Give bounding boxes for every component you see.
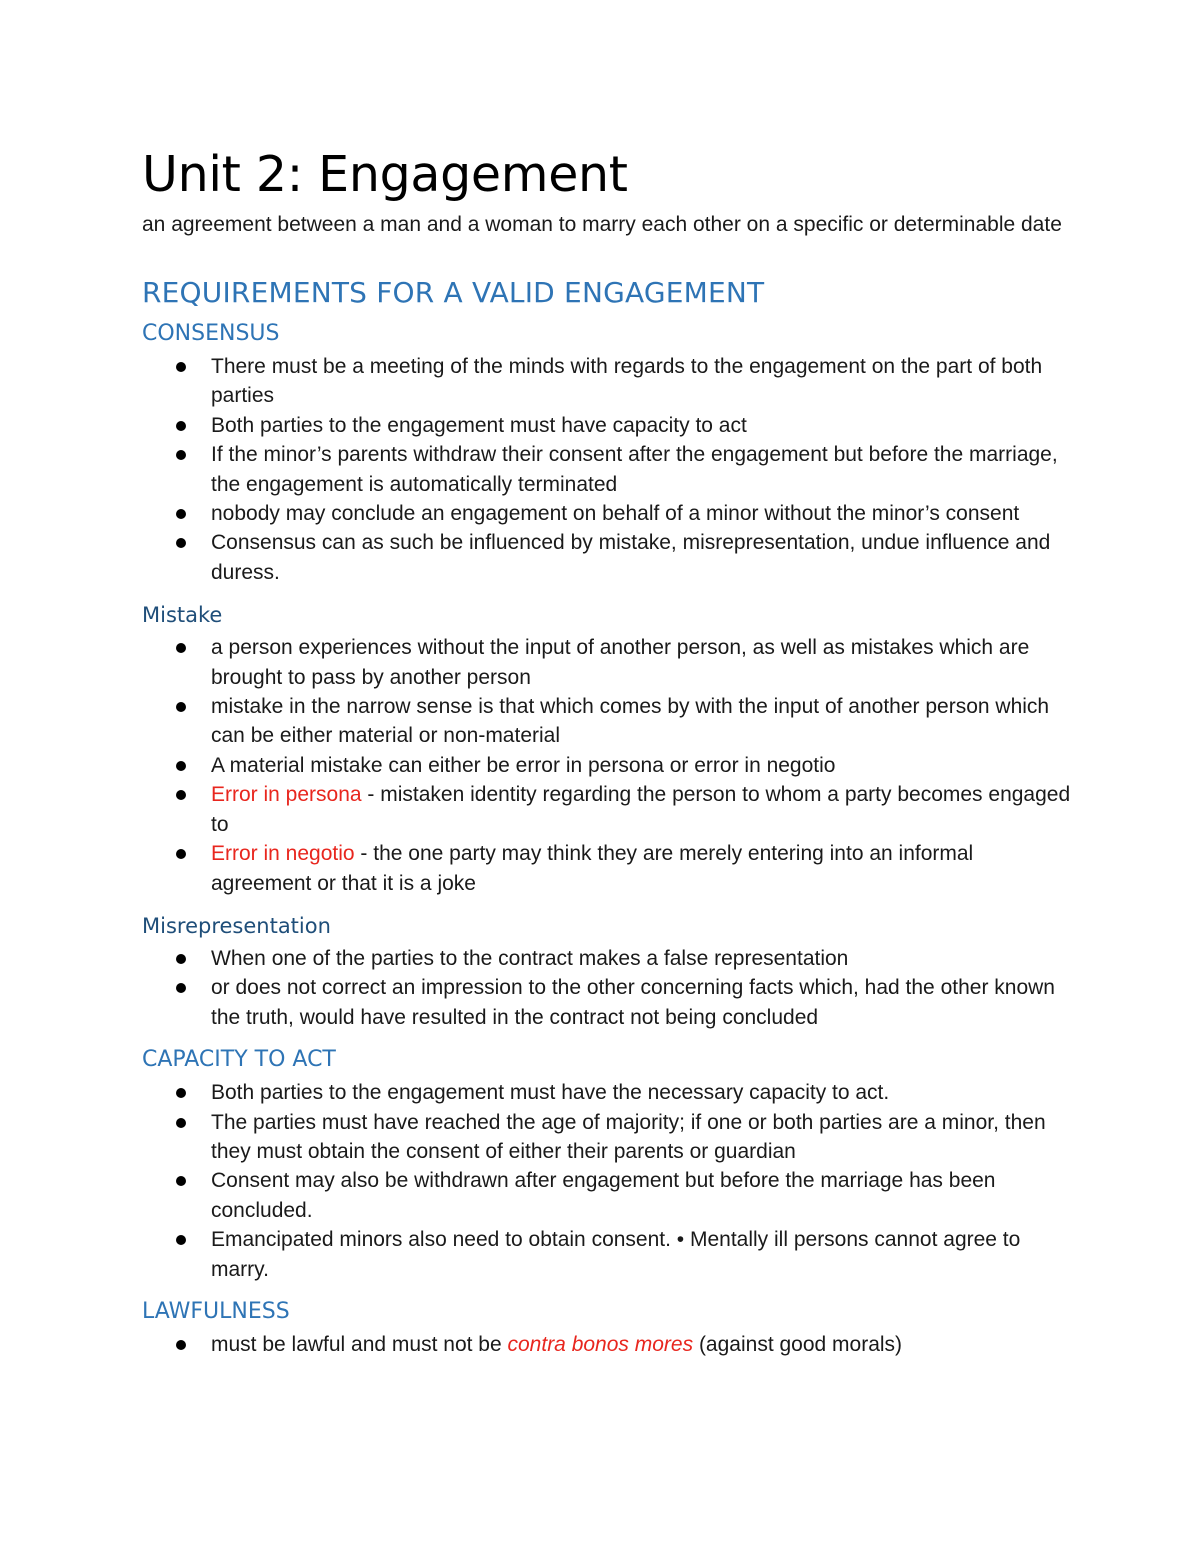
bullet-dot-icon bbox=[176, 790, 186, 800]
list-item bbox=[142, 1330, 1072, 1359]
bullet-dot-icon bbox=[176, 362, 186, 372]
list-item bbox=[142, 499, 1072, 528]
list-item-text: If the minor’s parents withdraw their consent after the engagement but before the marriage, the engagement is automatically terminated bbox=[211, 443, 1058, 496]
list-item-text: a person experiences without the input of another person, as well as mistakes which are brought to pass by another person bbox=[211, 636, 1030, 689]
bullet-dot-icon bbox=[176, 702, 186, 712]
list-item-text: When one of the parties to the contract makes a false representation bbox=[211, 946, 849, 970]
misrepresentation-heading: Misrepresentation bbox=[142, 913, 331, 938]
list-item bbox=[142, 692, 1072, 751]
list-item-text: Consensus can as such be influenced by mistake, misrepresentation, undue influence and duress. bbox=[211, 531, 1051, 584]
error-in-persona-term: Error in persona bbox=[211, 783, 362, 807]
list-item-text: The parties must have reached the age of majority; if one or both parties are a minor, then they must obtain the consent of either their parents or guardian bbox=[211, 1110, 1046, 1163]
requirements-heading: REQUIREMENTS FOR A VALID ENGAGEMENT bbox=[142, 276, 765, 309]
list-item bbox=[142, 839, 1072, 898]
document-page bbox=[142, 140, 1072, 1369]
list-item bbox=[142, 1166, 1072, 1225]
list-item-text: Emancipated minors also need to obtain consent. • Mentally ill persons cannot agree to marry. bbox=[211, 1228, 1021, 1281]
mistake-heading: Mistake bbox=[142, 603, 223, 628]
bullet-dot-icon bbox=[176, 1340, 186, 1350]
contra-bonos-mores-term: contra bonos mores bbox=[507, 1332, 694, 1356]
list-item bbox=[142, 411, 1072, 440]
list-item bbox=[142, 780, 1072, 839]
list-item bbox=[142, 633, 1072, 692]
bullet-dot-icon bbox=[176, 954, 186, 964]
bullet-dot-icon bbox=[176, 1118, 186, 1128]
list-item-text: Consent may also be withdrawn after engagement but before the marriage has been concluded. bbox=[211, 1169, 996, 1222]
list-item-text: or does not correct an impression to the other concerning facts which, had the other known the truth, would have resulted in the contract not being concluded bbox=[211, 976, 1055, 1029]
list-item bbox=[142, 352, 1072, 411]
lawfulness-heading: LAWFULNESS bbox=[142, 1298, 290, 1324]
bullet-dot-icon bbox=[176, 983, 186, 993]
list-item-text: Both parties to the engagement must have capacity to act bbox=[211, 413, 747, 437]
list-item-text: A material mistake can either be error in persona or error in negotio bbox=[211, 753, 836, 777]
bullet-dot-icon bbox=[176, 1176, 186, 1186]
mistake-list bbox=[142, 633, 1072, 898]
bullet-dot-icon bbox=[176, 509, 186, 519]
list-item bbox=[142, 440, 1072, 499]
lawfulness-prefix: must be lawful and must not be bbox=[211, 1332, 508, 1356]
bullet-dot-icon bbox=[176, 1235, 186, 1245]
document-title: Unit 2: Engagement bbox=[142, 146, 628, 203]
list-item-text: mistake in the narrow sense is that which comes by with the input of another person which can be either material or non-material bbox=[211, 695, 1050, 748]
list-item bbox=[142, 973, 1072, 1032]
bullet-dot-icon bbox=[176, 643, 186, 653]
error-in-negotio-term: Error in negotio bbox=[211, 842, 355, 866]
bullet-dot-icon bbox=[176, 761, 186, 771]
list-item bbox=[142, 751, 1072, 780]
list-item bbox=[142, 1225, 1072, 1284]
document-subtitle: an agreement between a man and a woman to marry each other on a specific or determinable date bbox=[142, 213, 1062, 236]
error-in-persona-text: - mistaken identity regarding the person to whom a party becomes engaged to bbox=[211, 783, 1071, 836]
lawfulness-suffix: (against good morals) bbox=[693, 1332, 903, 1356]
list-item bbox=[142, 944, 1072, 973]
error-in-negotio-text: - the one party may think they are merely entering into an informal agreement or that it is a joke bbox=[211, 842, 974, 895]
capacity-heading: CAPACITY TO ACT bbox=[142, 1047, 336, 1073]
bullet-dot-icon bbox=[176, 538, 186, 548]
lawfulness-list bbox=[142, 1330, 1072, 1359]
list-item-text: There must be a meeting of the minds with regards to the engagement on the part of both parties bbox=[211, 355, 1043, 408]
list-item bbox=[142, 1108, 1072, 1167]
bullet-dot-icon bbox=[176, 421, 186, 431]
list-item-text: Both parties to the engagement must have the necessary capacity to act. bbox=[211, 1081, 890, 1105]
list-item-text: nobody may conclude an engagement on behalf of a minor without the minor’s consent bbox=[211, 502, 1020, 526]
list-item bbox=[142, 1078, 1072, 1107]
list-item bbox=[142, 528, 1072, 587]
capacity-list bbox=[142, 1078, 1072, 1284]
bullet-dot-icon bbox=[176, 849, 186, 859]
misrepresentation-list bbox=[142, 944, 1072, 1032]
bullet-dot-icon bbox=[176, 1088, 186, 1098]
bullet-dot-icon bbox=[176, 450, 186, 460]
consensus-list bbox=[142, 352, 1072, 587]
consensus-heading: CONSENSUS bbox=[142, 321, 280, 346]
